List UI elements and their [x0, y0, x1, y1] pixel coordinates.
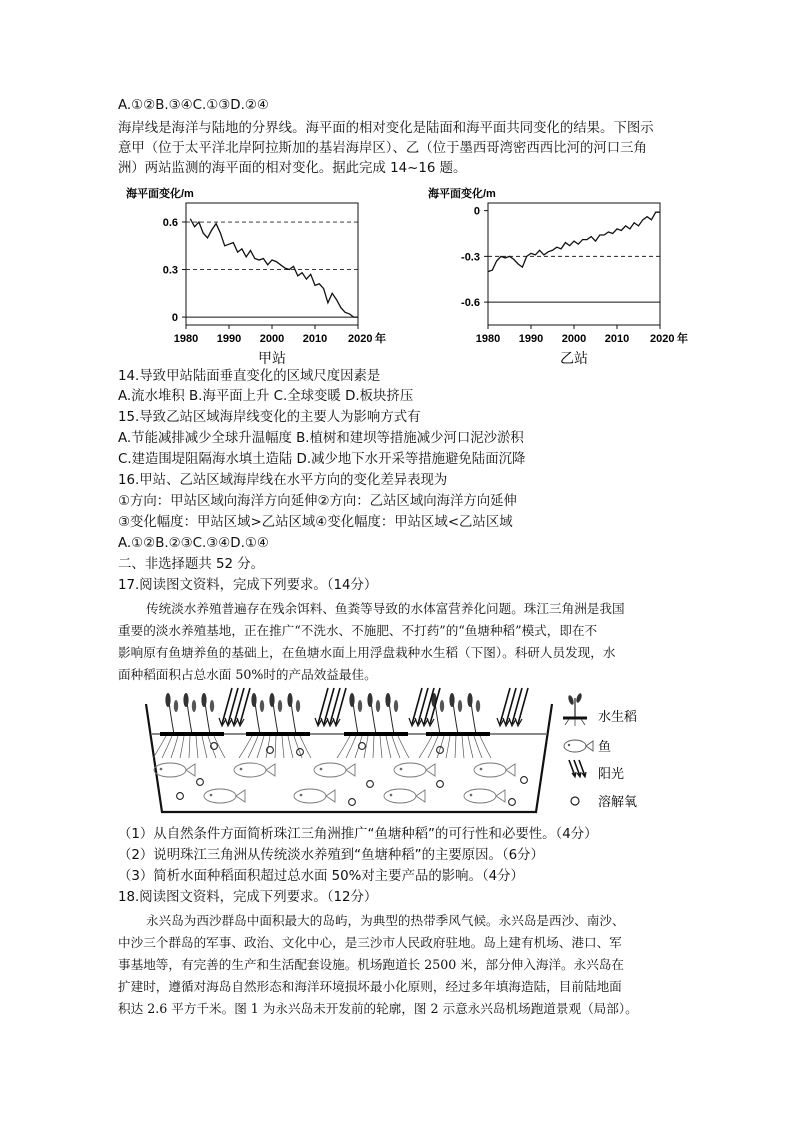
- legend-fish-icon: [564, 740, 593, 752]
- rice-root: [202, 736, 207, 758]
- fish-eye: [160, 768, 163, 771]
- rice-grain: [358, 700, 362, 712]
- y-axis-label: 海平面变化/m: [126, 188, 194, 200]
- rice-root: [337, 736, 350, 758]
- x-tick-label: 2000: [561, 333, 587, 345]
- x-tick-label: 2020: [348, 333, 373, 345]
- rice-root: [257, 736, 264, 758]
- rice-grain: [165, 693, 170, 707]
- sunlight-ray: [500, 688, 510, 724]
- dissolved-oxygen-bubble: [437, 781, 444, 788]
- question-17-2: （2）说明珠江三角洲从传统淡水养殖到“鱼塘种稻”的主要原因。（6分）: [118, 848, 544, 863]
- fish-eye: [320, 768, 323, 771]
- dissolved-oxygen-bubble: [509, 799, 516, 806]
- sunlight-ray: [336, 688, 346, 724]
- fish-body: [474, 763, 506, 777]
- rice-grain: [367, 693, 372, 707]
- rice-root: [480, 736, 491, 758]
- rice-grain: [467, 693, 472, 707]
- stem-line-3: 洲）两站监测的海平面的相对变化。据此完成 14~16 题。: [118, 161, 467, 176]
- fish-body: [294, 789, 326, 803]
- question-17: 17.阅读图文资料，完成下列要求。（14分）: [118, 578, 378, 593]
- fish-tail: [236, 790, 245, 802]
- question-14-options: A.流水堆积 B.海平面上升 C.全球变暖 D.板块挤压: [118, 389, 414, 404]
- q17-material-2: 重要的淡水养殖基地，正在推广“不洗水、不施肥、不打药”的“鱼塘种稻”模式，即在不: [118, 623, 598, 638]
- chart-jia: [126, 186, 386, 366]
- rice-grain: [376, 700, 380, 712]
- question-16-statement-2: ③变化幅度：甲站区域>乙站区域④变化幅度：甲站区域<乙站区域: [118, 515, 513, 530]
- sunlight-ray: [430, 688, 440, 724]
- rice-root: [373, 736, 374, 758]
- legend-fish-label: 鱼: [598, 739, 612, 754]
- rice-plant-group: [153, 693, 225, 758]
- question-16-options: A.①②B.②③C.③④D.①④: [118, 536, 269, 551]
- rice-grain: [296, 700, 300, 712]
- rice-root: [455, 736, 456, 758]
- dissolved-oxygen-bubble: [521, 777, 528, 784]
- rice-root: [153, 736, 166, 758]
- rice-root: [462, 736, 464, 758]
- fish-eye: [390, 794, 393, 797]
- sunlight-ray: [330, 688, 340, 724]
- q17-material-4: 面种稻面积占总水面 50%时的产品效益最佳。: [118, 667, 377, 682]
- rice-root: [171, 736, 178, 758]
- fish-tail: [326, 790, 335, 802]
- question-15-options-cd: C.建造围堤阻隔海水填土造陆 D.减少地下水开采等措施避免陆面沉降: [118, 452, 526, 467]
- dissolved-oxygen-bubble: [197, 779, 204, 786]
- chart-title: 乙站: [560, 350, 588, 366]
- y-tick-label: 0: [473, 205, 480, 218]
- legend-sun-label: 阳光: [598, 766, 625, 781]
- legend-oxygen-icon: [571, 797, 579, 805]
- question-15: 15.导致乙站区域海岸线变化的主要人为影响方式有: [118, 410, 421, 425]
- chart-title: 甲站: [258, 350, 286, 366]
- rice-root: [248, 736, 258, 758]
- fish-eye: [470, 794, 473, 797]
- sunlight-ray: [418, 688, 428, 724]
- q17-material-3: 影响原有鱼塘养鱼的基础上，在鱼塘水面上用浮盘栽种水生稻（下图）。科研人员发现，水: [118, 645, 616, 660]
- rice-root: [468, 736, 473, 758]
- fish-eye: [300, 794, 303, 797]
- sunlight-ray: [324, 688, 334, 724]
- x-tick-label: 1990: [216, 333, 242, 345]
- question-17-3: （3）简析水面种稻面积超过总水面 50%对主要产品的影响。（4分）: [118, 869, 524, 884]
- q17-material-1: 传统淡水养殖普遍存在残余饵料、鱼粪等导致的水体富营养化问题。珠江三角洲是我国: [146, 601, 625, 616]
- fish-body: [464, 789, 496, 803]
- sunlight-ray: [512, 688, 522, 724]
- fish-tail: [266, 764, 275, 776]
- fish-body: [154, 763, 186, 777]
- rice-grain: [476, 700, 480, 712]
- rice-root: [189, 736, 190, 758]
- fish-body: [204, 789, 236, 803]
- rice-root: [288, 736, 293, 758]
- rice-root: [208, 736, 216, 758]
- sea-level-charts: [118, 183, 688, 366]
- rice-root: [346, 736, 356, 758]
- fish-pond-rice-diagram: [140, 684, 700, 818]
- legend-rice-label: 水生稻: [598, 709, 638, 724]
- y-tick-label: 0: [171, 312, 178, 325]
- sunlight-ray: [424, 688, 434, 724]
- section-2-heading: 二、非选择题共 52 分。: [118, 557, 265, 572]
- dissolved-oxygen-bubble: [349, 799, 356, 806]
- x-tick-label: 1980: [475, 333, 501, 345]
- q18-material-3: 事基地等，有完善的生产和生活配套设施。机场跑道长 2500 米，部分伸入海洋。永兴岛在: [118, 957, 625, 972]
- rice-grain: [449, 693, 454, 707]
- legend-rice-icon: [563, 693, 587, 726]
- sunlight-ray: [412, 688, 422, 724]
- rice-root: [214, 736, 225, 758]
- x-tick-label: 1980: [173, 333, 199, 345]
- sunlight-ray: [222, 688, 232, 724]
- fish-tail: [186, 764, 195, 776]
- rice-grain: [394, 700, 398, 712]
- fish: [394, 763, 435, 777]
- question-17-1: （1）从自然条件方面简析珠江三角洲推广“鱼塘种稻”的可行性和必要性。（4分）: [118, 827, 598, 842]
- fish-body: [234, 763, 266, 777]
- rice-grain: [385, 693, 390, 707]
- sunlight-ray: [518, 688, 528, 724]
- stem-line-2: 意甲（位于太平洋北岸阿拉斯加的基岩海岸区）、乙（位于墨西哥湾密西西比河的河口三角: [118, 141, 647, 156]
- x-tick-label: 2010: [604, 333, 630, 345]
- rice-root: [392, 736, 400, 758]
- series-line: [190, 219, 358, 317]
- fish-tail: [426, 764, 435, 776]
- rice-root: [380, 736, 382, 758]
- fish: [464, 789, 505, 803]
- fish-tail: [496, 790, 505, 802]
- chart-yi: [428, 186, 688, 366]
- fish-eye: [240, 768, 243, 771]
- plot-frame: [186, 203, 358, 325]
- y-tick-label: 0.3: [162, 264, 178, 277]
- dissolved-oxygen-bubble: [359, 743, 366, 750]
- fish: [294, 789, 335, 803]
- x-axis-label: 年: [375, 333, 386, 345]
- rice-grain: [278, 700, 282, 712]
- rice-root: [386, 736, 391, 758]
- fish: [154, 763, 195, 777]
- rice-root: [162, 736, 172, 758]
- rice-root: [419, 736, 432, 758]
- sunlight-ray: [506, 688, 516, 724]
- rice-grain: [192, 700, 196, 712]
- fish-eye: [400, 768, 403, 771]
- q18-material-2: 中沙三个群岛的军事、政治、文化中心，是三沙市人民政府驻地。岛上建有机场、港口、军: [118, 935, 622, 950]
- fish-eye: [210, 794, 213, 797]
- x-tick-label: 2000: [259, 333, 285, 345]
- question-18: 18.阅读图文资料，完成下列要求。（12分）: [118, 890, 378, 905]
- fish-body: [394, 763, 426, 777]
- fish-body: [384, 789, 416, 803]
- rice-grain: [458, 700, 462, 712]
- rice-grain: [210, 700, 214, 712]
- rice-grain: [349, 693, 354, 707]
- rice-grain: [174, 700, 178, 712]
- q18-material-4: 扩建时，遵循对海岛自然形态和海洋环境损坏最小化原则，经过多年填海造陆，目前陆地面: [118, 979, 622, 994]
- rice-grain: [440, 700, 444, 712]
- fish: [474, 763, 515, 777]
- plot-frame: [488, 203, 660, 325]
- rice-root: [239, 736, 252, 758]
- rice-root: [180, 736, 184, 758]
- x-axis-label: 年: [677, 333, 688, 345]
- rice-grain: [287, 693, 292, 707]
- rice-root: [446, 736, 450, 758]
- fish-tail: [346, 764, 355, 776]
- y-tick-label: 0.6: [162, 217, 178, 230]
- rice-root: [282, 736, 284, 758]
- question-15-options-ab: A.节能减排减少全球升温幅度 B.植树和建坝等措施减少河口泥沙淤积: [118, 431, 524, 446]
- x-tick-label: 2020: [650, 333, 675, 345]
- fish: [384, 789, 425, 803]
- x-tick-label: 2010: [302, 333, 328, 345]
- rice-root: [428, 736, 438, 758]
- dissolved-oxygen-bubble: [177, 793, 184, 800]
- rice-root: [398, 736, 409, 758]
- rice-grain: [201, 693, 206, 707]
- rice-grain: [260, 700, 264, 712]
- rice-root: [364, 736, 368, 758]
- q18-material-1: 永兴岛为西沙群岛中面积最大的岛屿，为典型的热带季风气候。永兴岛是西沙、南沙、: [146, 913, 625, 928]
- series-line: [488, 212, 660, 271]
- diagram-legend: [563, 693, 637, 809]
- fish-body: [314, 763, 346, 777]
- dissolved-oxygen-bubble: [367, 781, 374, 788]
- legend-sun-icon: [569, 760, 586, 777]
- sunlight-ray: [234, 688, 244, 724]
- x-tick-label: 1990: [518, 333, 544, 345]
- rice-grain: [269, 693, 274, 707]
- sunlight-ray: [240, 688, 250, 724]
- question-14: 14.导致甲站陆面垂直变化的区域尺度因素是: [118, 369, 381, 384]
- fish-eye: [480, 768, 483, 771]
- fish-tail: [506, 764, 515, 776]
- y-tick-label: -0.3: [461, 251, 480, 264]
- fish-tail: [416, 790, 425, 802]
- rice-root: [275, 736, 276, 758]
- rice-grain: [183, 693, 188, 707]
- sunlight-ray: [228, 688, 238, 724]
- question-16: 16.甲站、乙站区域海岸线在水平方向的变化差异表现为: [118, 473, 448, 488]
- stem-line-1: 海岸线是海洋与陆地的分界线。海平面的相对变化是陆面和海平面共同变化的结果。下图示: [118, 121, 654, 136]
- options-q13: A.①②B.③④C.①③D.②④: [118, 98, 269, 113]
- y-tick-label: -0.6: [461, 297, 480, 310]
- rice-root: [196, 736, 198, 758]
- fish: [234, 763, 275, 777]
- sunlight-ray: [318, 688, 328, 724]
- rice-root: [474, 736, 482, 758]
- legend-oxygen-label: 溶解氧: [598, 794, 638, 809]
- rice-grain: [251, 693, 256, 707]
- fish: [314, 763, 355, 777]
- q18-material-5: 积达 2.6 平方千米。图 1 为永兴岛未开发前的轮廓，图 2 示意永兴岛机场跑道景观（局部）。: [118, 1001, 638, 1016]
- rice-plant-group: [337, 693, 409, 758]
- fish: [204, 789, 245, 803]
- question-16-statement-1: ①方向：甲站区域向海洋方向延伸②方向：乙站区域向海洋方向延伸: [118, 494, 517, 509]
- y-axis-label: 海平面变化/m: [428, 188, 496, 200]
